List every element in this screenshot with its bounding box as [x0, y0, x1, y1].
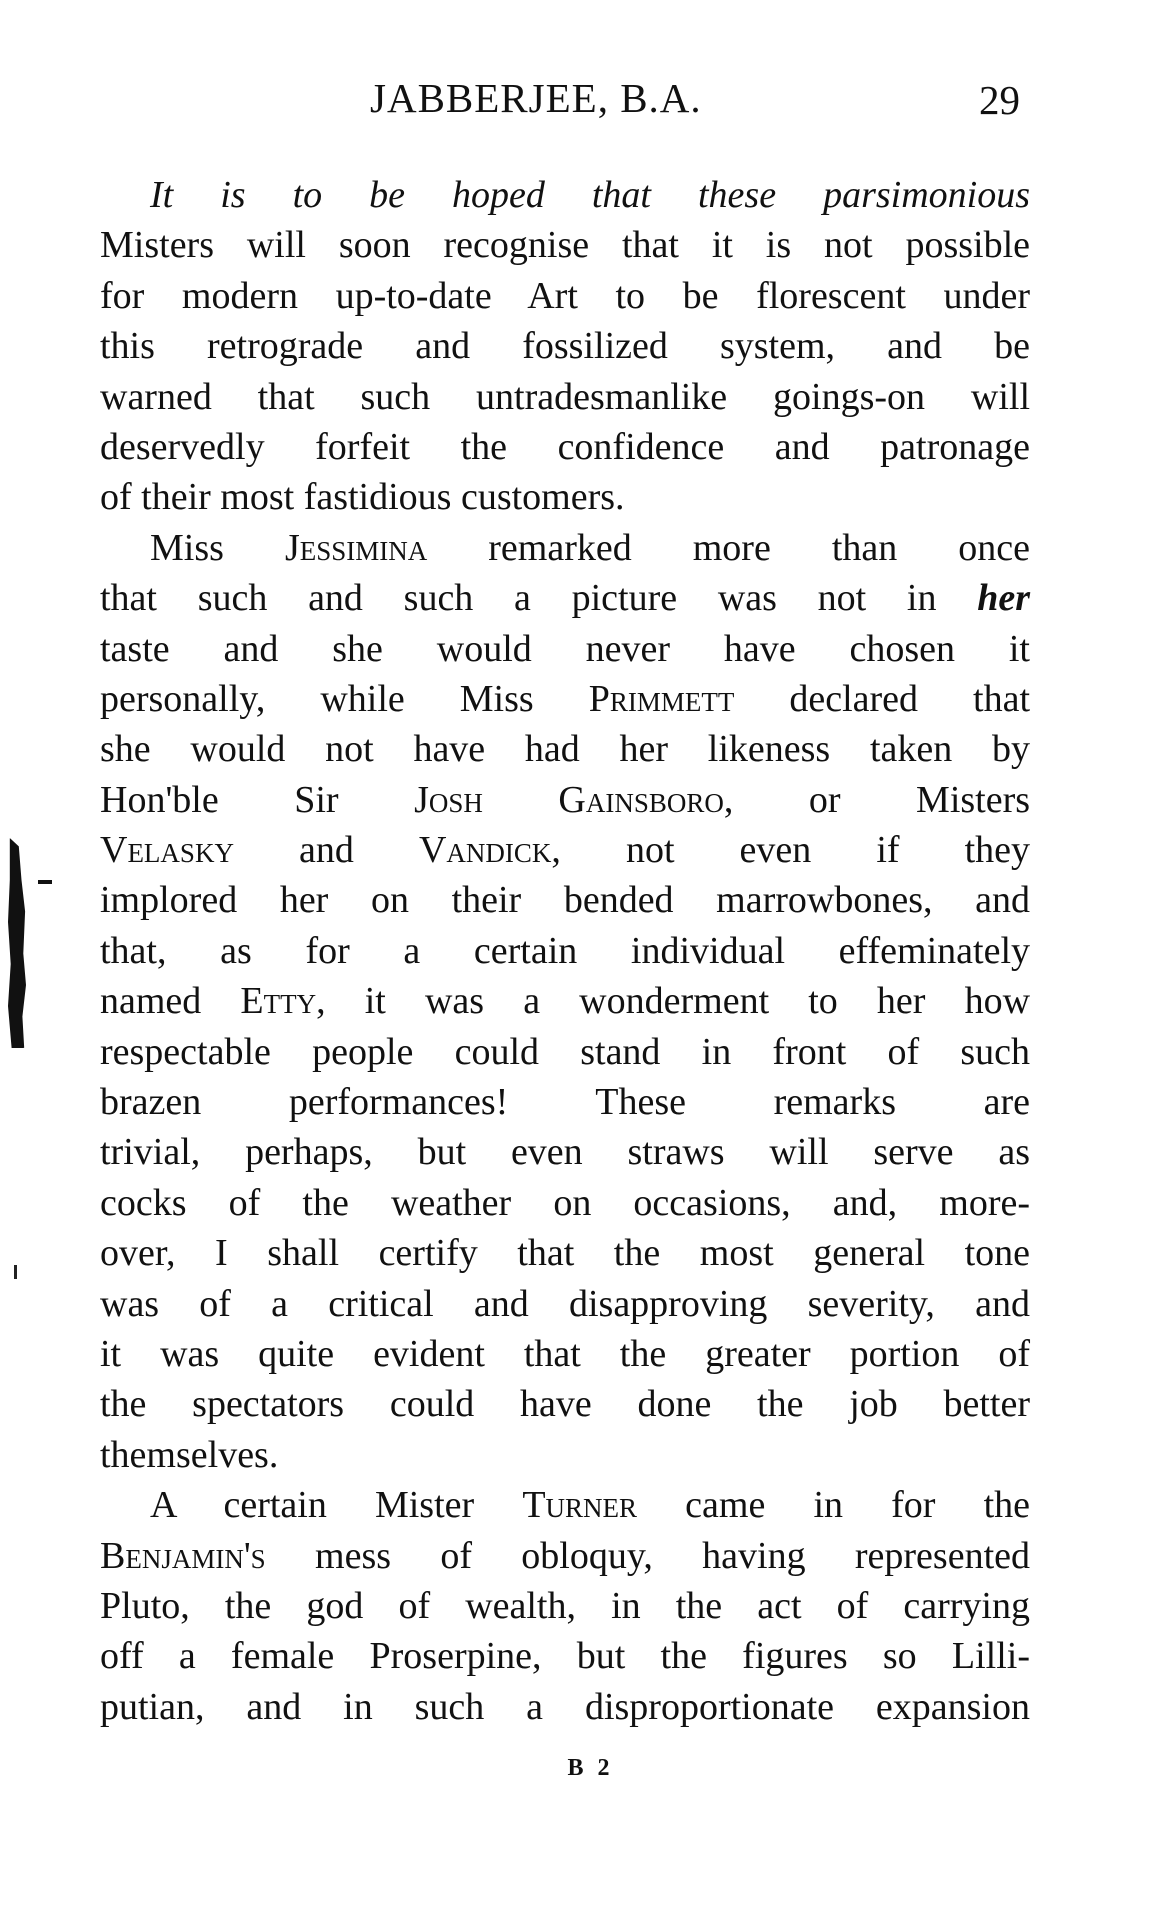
name-turner: Turner [522, 1484, 638, 1527]
page-number: 29 [979, 77, 1020, 123]
text-line [100, 523, 1030, 573]
text-fragment: named [100, 980, 202, 1023]
text-line: trivial, perhaps, but even straws will serve as [100, 1131, 1030, 1174]
running-title: JABBERJEE, B.A. [370, 75, 702, 121]
text-line: taste and she would never have chosen it [100, 627, 1030, 670]
text-line: for modern up-to-date Art to be florescent under [100, 274, 1030, 317]
text-line [100, 1480, 1030, 1530]
text-fragment: remarked more than once [488, 526, 1031, 569]
signature-mark: B 2 [567, 1755, 614, 1781]
running-head [100, 74, 1030, 134]
text-line: over, I shall certify that the most general tone [100, 1232, 1030, 1275]
text-fragment: Hon'ble Sir [100, 778, 339, 821]
text-line: It is to be hoped that these parsimonious [150, 174, 1030, 216]
body-text [100, 170, 1030, 1732]
text-fragment: came in for the [685, 1484, 1030, 1527]
text-line [100, 674, 1030, 724]
text-line: respectable people could stand in front of such [100, 1030, 1030, 1073]
margin-tick-mark [38, 880, 52, 884]
text-fragment: A certain Mister [150, 1484, 475, 1527]
name-gainsboro: Josh Gainsboro, [414, 778, 734, 821]
text-line: putian, and in such a disproportionate expansion [100, 1685, 1030, 1728]
text-line: Misters will soon recognise that it is not possible [100, 224, 1030, 267]
text-line: she would not have had her likeness taken by [100, 728, 1030, 771]
text-line: themselves. [100, 1433, 279, 1476]
text-fragment: declared that [789, 677, 1031, 720]
text-fragment: that such and such a picture was not in [100, 577, 937, 620]
text-line: warned that such untradesmanlike goings-on will [100, 375, 1030, 418]
text-line [100, 775, 1030, 825]
text-line [100, 573, 1030, 623]
text-line: this retrograde and fossilized system, and be [100, 325, 1030, 368]
text-fragment: and [299, 829, 354, 872]
text-fragment: mess of obloquy, having represented [315, 1534, 1031, 1577]
text-line: Pluto, the god of wealth, in the act of carrying [100, 1584, 1030, 1627]
text-line: cocks of the weather on occasions, and, more- [100, 1181, 1030, 1224]
name-benjamin: Benjamin's [100, 1534, 266, 1577]
text-fragment: not even if they [625, 829, 1031, 872]
text-line: the spectators could have done the job better [100, 1383, 1030, 1426]
text-line: that, as for a certain individual effeminately [100, 929, 1030, 972]
name-etty: Etty, [240, 980, 326, 1023]
text-fragment: or Misters [808, 778, 1031, 821]
name-velasky: Velasky [100, 829, 234, 872]
text-line: implored her on their bended marrowbones, and [100, 879, 1030, 922]
text-line: deservedly forfeit the confidence and patronage [100, 425, 1030, 468]
text-fragment: it was a wonderment to her how [364, 980, 1031, 1023]
text-line [100, 1531, 1030, 1581]
text-line: was of a critical and disapproving severity, and [100, 1282, 1030, 1325]
emphasis-her: her [977, 577, 1030, 620]
text-line: off a female Proserpine, but the figures so Lilli- [100, 1635, 1030, 1678]
text-line: it was quite evident that the greater portion of [100, 1332, 1030, 1375]
name-vandick: Vandick, [418, 829, 561, 872]
name-jessimina: Jessimina [284, 526, 428, 569]
text-fragment: Miss [150, 526, 224, 569]
text-line: brazen performances! These remarks are [100, 1081, 1030, 1124]
name-primmett: Primmett [588, 677, 735, 720]
text-line [100, 825, 1030, 875]
text-line [100, 976, 1030, 1026]
text-fragment: personally, while Miss [100, 677, 534, 720]
margin-dot-mark [14, 1265, 17, 1279]
margin-ink-mark [8, 838, 26, 1048]
text-line: of their most fastidious customers. [100, 476, 625, 519]
